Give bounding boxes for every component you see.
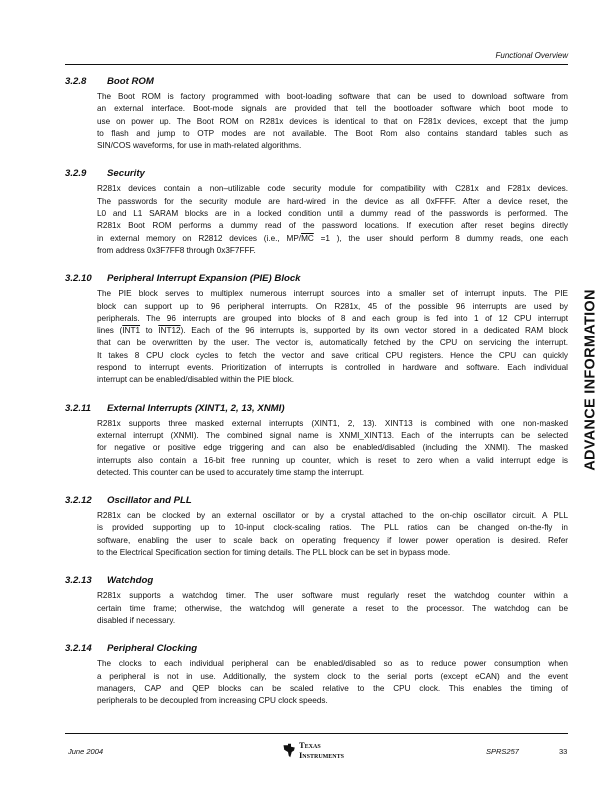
section-title: Peripheral Interrupt Expansion (PIE) Block: [107, 273, 301, 285]
section-3-2-10: [65, 272, 568, 386]
section-paragraph: [97, 590, 568, 627]
text-line: [97, 442, 568, 454]
text-line: [97, 337, 568, 349]
text-run: R281x supports three masked external interrupts (XINT1, 2, 13). XINT13 is combined with one non-masked: [97, 418, 568, 428]
text-run: software, enabling the user to scale back on operating frequency if lower power operation is desired. Refer: [97, 535, 568, 545]
section-paragraph: [97, 288, 568, 386]
text-run: R281x Boot ROM performs a dummy read of the password locations. If execution after reset begins directly: [97, 221, 568, 231]
text-run: external interrupt (XNMI). The combined signal name is XNMI_XINT13. Each of the interrupts can be selected: [97, 430, 568, 440]
text-run: a peripheral is not in use. Additionally, the system clock to the serial ports (except eCAN) and the event: [97, 671, 568, 681]
text-run: for negative or positive edge triggering and can also be enabled/disabled (including the XNMI). The masked: [97, 443, 568, 453]
text-run: The Boot ROM is factory programmed with boot-loading software that can be used to download software from: [97, 92, 568, 101]
text-run: R281x devices contain a non–utilizable code security module for compatibility with C281x and F281x devices.: [97, 184, 568, 194]
text-line: [97, 196, 568, 208]
text-run: SIN/COS waveforms, for use in math-related algorithms.: [97, 141, 302, 151]
text-run: =1 ), the user should perform 8 dummy reads, one each: [313, 233, 568, 243]
text-run: detected. This counter can be used to accurately time stamp the interrupt.: [97, 467, 364, 477]
document-body: [65, 75, 568, 707]
text-run: disabled if necessary.: [97, 615, 176, 625]
overlined-signal: INT1: [122, 326, 141, 336]
section-3-2-9: [65, 167, 568, 257]
text-line: [97, 683, 568, 695]
text-line: [97, 535, 568, 547]
text-line: [97, 547, 568, 559]
section-title: Boot ROM: [107, 76, 154, 87]
text-run: from address 0x3F7FF8 through 0x3F7FFF.: [97, 245, 256, 255]
section-paragraph: [97, 418, 568, 479]
section-title: External Interrupts (XINT1, 2, 13, XNMI): [107, 402, 285, 414]
header-rule: [65, 64, 568, 65]
section-heading: [65, 75, 568, 88]
text-line: [97, 313, 568, 325]
text-run: is provided supporting up to 10-input clock-scaling ratios. The PLL ratios can be changed on-the-fly in: [97, 523, 568, 533]
overlined-signal: $\overline{MC}$: [301, 233, 314, 243]
section-3-2-12: [65, 494, 568, 559]
section-3-2-14: [65, 642, 568, 707]
text-run: certain time frame; otherwise, the watchdog will generate a reset to the processor. The watchdog can be: [97, 603, 568, 613]
text-run: R281x can be clocked by an external oscillator or by a crystal attached to the on-chip oscillator circuit. A PLL: [97, 511, 568, 521]
text-line: [97, 103, 568, 115]
section-paragraph: [97, 510, 568, 559]
text-line: [97, 208, 568, 220]
section-number: 3.2.13: [65, 575, 92, 587]
logo-instruments: Instruments: [299, 750, 344, 760]
ti-state-icon: [282, 743, 297, 758]
section-number: 3.2.10: [65, 273, 92, 285]
section-heading: [65, 642, 568, 655]
section-heading: [65, 574, 568, 587]
text-run: lines (: [97, 326, 123, 336]
text-line: [97, 658, 568, 670]
text-run: The PIE block serves to multiplex numerous interrupt sources into a smaller set of interrupt inputs. The PIE: [97, 289, 568, 299]
ti-logo: [282, 740, 344, 760]
section-title: Peripheral Clocking: [107, 643, 198, 655]
text-line: [97, 362, 568, 374]
text-line: [97, 510, 568, 522]
section-heading: [65, 402, 568, 415]
document-number: SPRS257: [486, 747, 519, 756]
text-run: interrupt can be enabled/disabled within the PIE block.: [97, 375, 295, 385]
text-line: [97, 695, 568, 707]
text-run: The passwords for the security module are hard-wired in the device as all 0xFFFF. After a device reset, the: [97, 196, 568, 206]
text-run: to: [140, 326, 159, 336]
text-line: [97, 325, 568, 337]
text-run: to flash and jump to OTP modes are not available. The Boot Rom also contains standard tables such as: [97, 128, 568, 138]
text-line: [97, 603, 568, 615]
text-line: [97, 374, 568, 386]
text-line: [97, 183, 568, 195]
footer-date: June 2004: [68, 747, 104, 756]
text-run: an external interface. Boot-mode signals are provided that tell the bootloader software which boot mode to: [97, 104, 568, 114]
text-line: [97, 590, 568, 602]
section-title: Oscillator and PLL: [107, 495, 192, 507]
text-run: L0 and L1 SARAM blocks are in a locked condition until a dummy read of the passwords is performed. The: [97, 209, 568, 219]
section-title: Watchdog: [107, 575, 154, 587]
section-3-2-8: [65, 75, 568, 152]
text-line: [97, 522, 568, 534]
section-heading: [65, 272, 568, 285]
text-line: [97, 116, 568, 128]
logo-texas: Texas: [299, 740, 321, 750]
text-line: [97, 91, 568, 103]
section-number: 3.2.14: [65, 643, 92, 655]
section-heading: [65, 167, 568, 180]
text-run: peripherals to be decoupled from increasing CPU clock speeds.: [97, 696, 328, 706]
text-run: managers, CAP and QEP blocks can be scaled relative to the CPU clock. This enables the timing of: [97, 683, 568, 693]
section-paragraph: [97, 91, 568, 152]
text-line: [97, 220, 568, 232]
footer-rule: [65, 733, 568, 734]
text-run: interrupts also contain a 16-bit free running up counter, which is reset to zero when a valid interrupt edge is: [97, 455, 568, 465]
section-number: 3.2.9: [65, 168, 87, 180]
section-heading: [65, 494, 568, 507]
text-line: [97, 128, 568, 140]
text-line: [97, 467, 568, 479]
text-line: [97, 350, 568, 362]
text-run: It takes 8 CPU clock cycles to fetch the vector and save critical CPU registers. Hence the CPU can quickly: [97, 350, 568, 360]
page-number: 33: [559, 747, 568, 756]
section-3-2-11: [65, 402, 568, 479]
text-line: [97, 301, 568, 313]
section-title: Security: [107, 168, 145, 180]
text-line: [97, 455, 568, 467]
section-3-2-13: [65, 574, 568, 627]
text-run: The clocks to each individual peripheral can be enabled/disabled so as to reduce power consumption when: [97, 659, 568, 669]
section-paragraph: [97, 183, 568, 257]
text-run: to the Electrical Specification section for timing details. The PLL block can be set in bypass mode.: [97, 548, 451, 558]
text-line: [97, 430, 568, 442]
text-line: [97, 418, 568, 430]
section-number: 3.2.11: [65, 402, 91, 414]
running-header: Functional Overview: [495, 51, 568, 60]
text-line: [97, 245, 568, 257]
text-run: R281x supports a watchdog timer. The user software must regularly reset the watchdog counter within a: [97, 591, 568, 601]
text-line: [97, 233, 568, 245]
text-line: [97, 615, 568, 627]
text-line: [97, 671, 568, 683]
text-run: respond to interrupt events. Prioritization of interrupts is controlled in hardware and software. Each individual: [97, 363, 568, 373]
section-number: 3.2.8: [65, 76, 87, 87]
text-run: in external memory on R2812 devices (i.e., MP/: [97, 233, 302, 243]
text-run: peripherals. The 96 interrupts are grouped into blocks of 8 and each group is fed into 1 of 12 CPU interrupt: [97, 313, 568, 323]
text-run: that can be overwritten by the user. The vector is, automatically fetched by the CPU on servicing the interrupt.: [97, 338, 568, 348]
advance-information-label: ADVANCE INFORMATION: [582, 289, 599, 471]
text-line: [97, 288, 568, 300]
section-number: 3.2.12: [65, 495, 92, 507]
text-run: use on power up. The Boot ROM on R281x devices is identical to that on F281x devices, except that the jump: [97, 116, 568, 126]
text-run: ). Each of the 96 interrupts is, supported by its own vector stored in a dedicated RAM block: [180, 326, 568, 336]
text-run: block can support up to 96 peripheral interrupts. On R281x, 45 of the possible 96 interrupts are used by: [97, 301, 568, 311]
overlined-signal: INT12: [158, 326, 181, 336]
section-paragraph: [97, 658, 568, 707]
text-line: [97, 140, 568, 152]
